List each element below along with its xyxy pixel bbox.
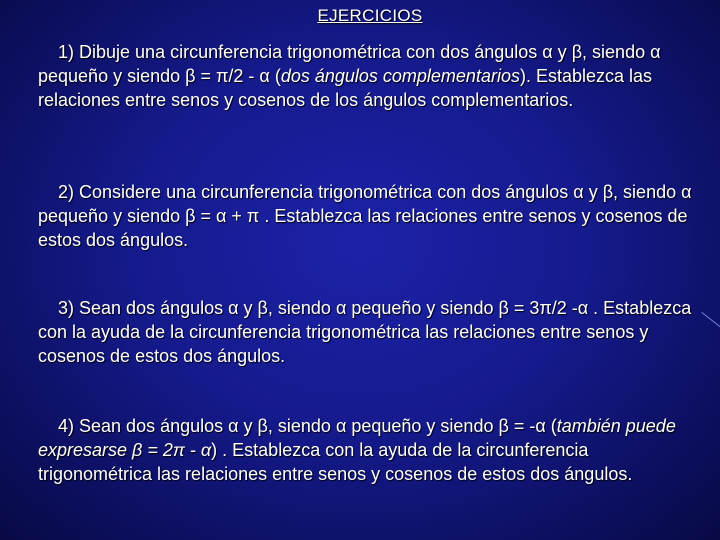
exercise-4-text: Sean dos ángulos α y β, siendo α pequeño y siendo β = -α ( xyxy=(74,416,557,436)
exercise-4-number: 4) xyxy=(58,416,75,436)
exercise-3-text: Sean dos ángulos α y β, siendo α pequeño y siendo β = 3π/2 -α . Establezca con la ayuda de la circunferencia trigonométrica las relaciones entre senos y cosenos de estos dos ángulos. xyxy=(38,298,692,366)
exercise-3-number: 3) xyxy=(58,298,75,318)
decorative-line xyxy=(701,312,720,330)
exercise-2-text: Considere una circunferencia trigonométrica con dos ángulos α y β, siendo α pequeño y siendo β = α + π . Establezca las relaciones entre senos y cosenos de estos dos ángulos. xyxy=(38,182,692,250)
exercise-4 xyxy=(38,414,698,486)
exercise-4-text-end: ) . Establezca con la ayuda de la circunferencia trigonométrica las relaciones entre senos y cosenos de estos dos ángulos. xyxy=(38,440,633,484)
exercise-1-text: Dibuje una circunferencia trigonométrica con dos ángulos α y β, siendo α pequeño y siendo β = π/2 - α ( xyxy=(38,42,661,86)
exercise-1 xyxy=(38,40,698,112)
exercise-4-italic-note: también puede expresarse β = 2π - α xyxy=(38,416,676,460)
exercise-1-italic-note: dos ángulos complementarios xyxy=(280,66,520,86)
slide-title: EJERCICIOS xyxy=(317,6,423,25)
exercise-2 xyxy=(38,180,698,252)
exercise-1-number: 1) xyxy=(58,42,75,62)
exercise-2-number: 2) xyxy=(58,182,75,202)
exercise-3 xyxy=(38,296,698,368)
exercise-1-text-end: ). Establezca las relaciones entre senos y cosenos de los ángulos complementarios. xyxy=(38,66,653,110)
